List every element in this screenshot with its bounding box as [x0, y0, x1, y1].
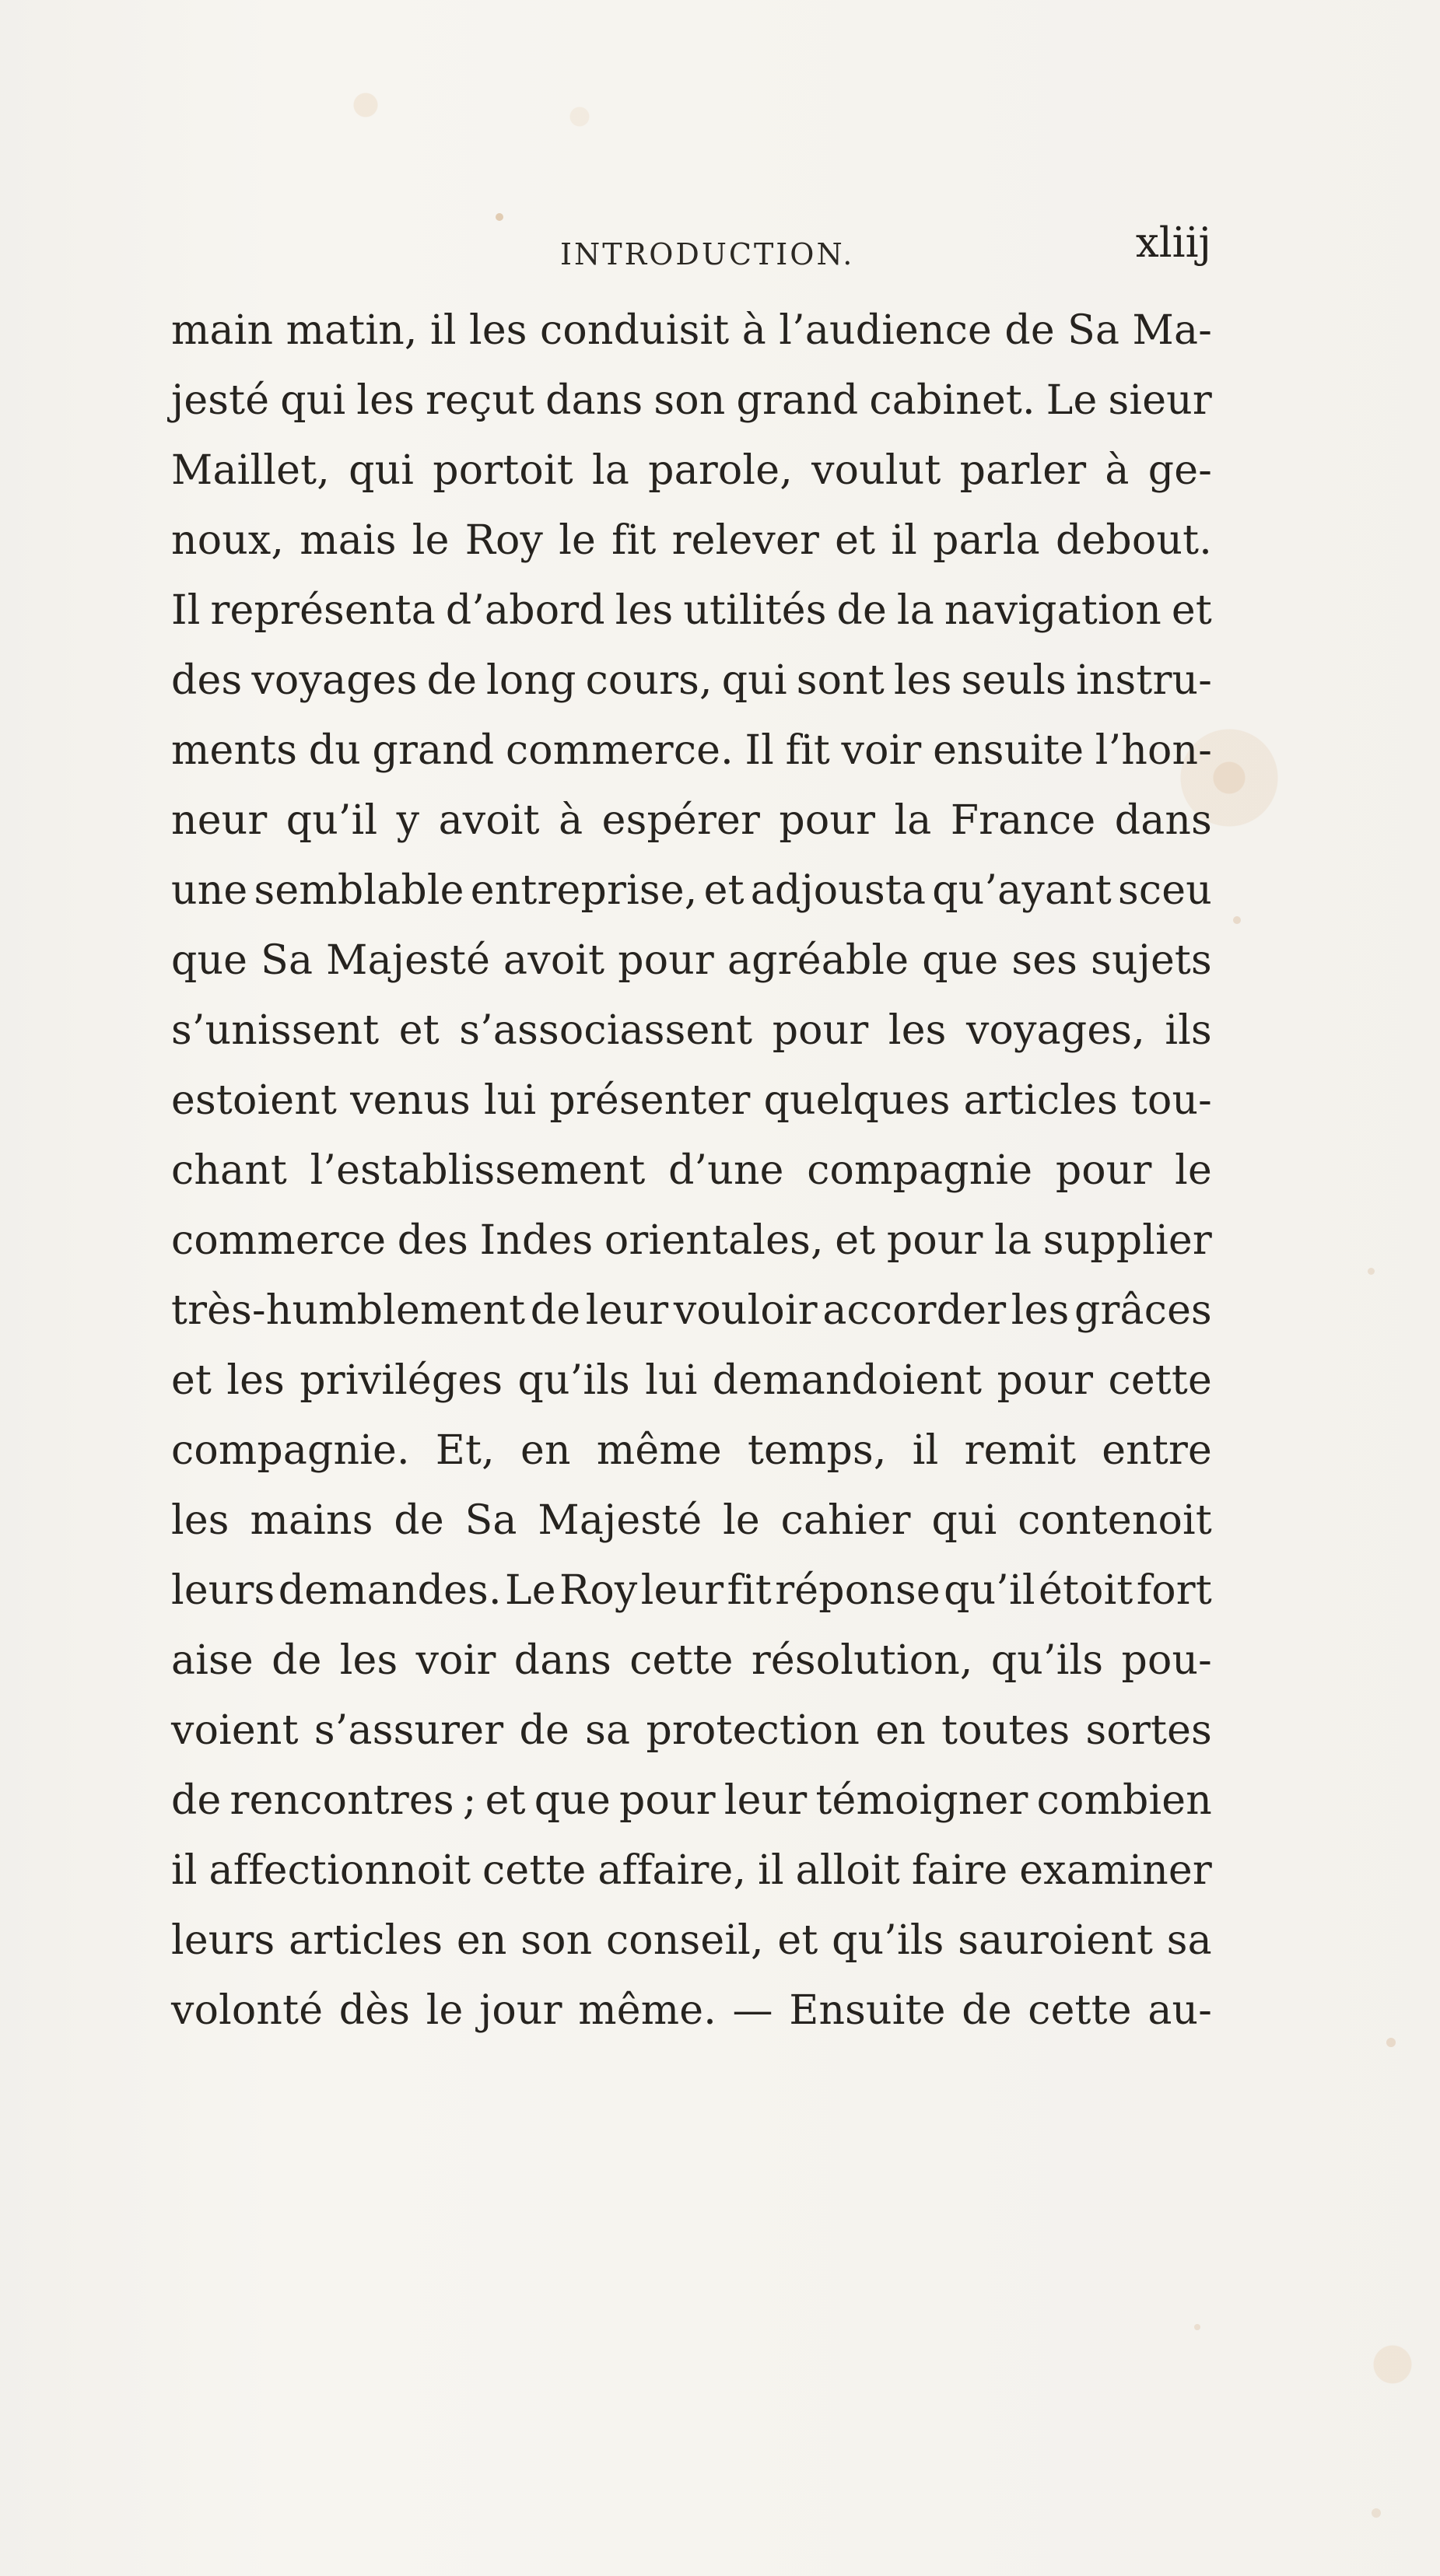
word: de: [272, 1637, 322, 1684]
word: fit: [727, 1567, 772, 1614]
word: ;: [462, 1777, 477, 1824]
word: articles: [963, 1077, 1118, 1124]
word: pour: [997, 1357, 1094, 1404]
word: dès: [338, 1987, 411, 2034]
word: de: [519, 1707, 569, 1754]
word: ils: [1165, 1007, 1212, 1054]
word: ses: [1011, 937, 1078, 984]
word: voir: [841, 727, 922, 774]
word: il: [429, 307, 457, 354]
text-line: [171, 1836, 1212, 1906]
word: pour: [779, 797, 876, 844]
word: demandoient: [712, 1357, 983, 1404]
word: pour: [618, 937, 714, 984]
word: combien: [1036, 1777, 1212, 1824]
word: tou-: [1130, 1077, 1212, 1124]
word: grand: [736, 377, 859, 424]
word: l’audience: [779, 307, 993, 354]
text-line: [171, 646, 1212, 716]
word: qui: [349, 447, 415, 494]
word: agréable: [727, 937, 909, 984]
word: Majesté: [326, 937, 491, 984]
word: espérer: [601, 797, 761, 844]
word: les: [226, 1357, 286, 1404]
word: à: [1105, 447, 1130, 494]
word: leur: [640, 1567, 724, 1614]
word: résolution,: [751, 1637, 973, 1684]
word: de: [171, 1777, 222, 1824]
text-line: [171, 1766, 1212, 1836]
word: de: [836, 587, 887, 634]
word: en: [875, 1707, 926, 1754]
word: conduisit: [540, 307, 730, 354]
word: rencontres: [229, 1777, 454, 1824]
word: cette: [629, 1637, 734, 1684]
word: reçut: [425, 377, 535, 424]
word: sortes: [1085, 1707, 1212, 1754]
text-line: [171, 436, 1212, 506]
word: de: [394, 1497, 444, 1544]
word: venus: [350, 1077, 471, 1124]
word: cours,: [585, 657, 713, 704]
word: son: [653, 377, 726, 424]
word: noux,: [171, 517, 285, 564]
word: Maillet,: [171, 447, 330, 494]
word: en: [520, 1427, 571, 1474]
word: qui: [721, 657, 787, 704]
word: du: [308, 727, 361, 774]
word: faire: [911, 1847, 1008, 1894]
text-line: [171, 926, 1212, 996]
word: contenoit: [1018, 1497, 1212, 1544]
word: voyages,: [965, 1007, 1145, 1054]
word: commerce: [171, 1217, 387, 1264]
text-line: [171, 1066, 1212, 1136]
word: des: [397, 1217, 469, 1264]
word: quelques: [763, 1077, 951, 1124]
word: que: [171, 937, 248, 984]
word: relever: [671, 517, 820, 564]
word: dans: [545, 377, 643, 424]
text-line: [171, 296, 1212, 366]
text-line: [171, 576, 1212, 646]
word: et: [398, 1007, 440, 1054]
word: toutes: [941, 1707, 1070, 1754]
word: parler: [959, 447, 1087, 494]
word: il: [171, 1847, 198, 1894]
word: et: [835, 1217, 876, 1264]
word: même.: [578, 1987, 716, 2034]
word: s’associassent: [459, 1007, 753, 1054]
word: chant: [171, 1147, 288, 1194]
word: dans: [513, 1637, 612, 1684]
word: présenter: [549, 1077, 751, 1124]
word: Ma-: [1132, 307, 1212, 354]
text-line: [171, 1486, 1212, 1556]
word: s’unissent: [171, 1007, 380, 1054]
word: les: [469, 307, 527, 354]
text-line: [171, 856, 1212, 926]
word: représenta: [210, 587, 436, 634]
word: réponse: [775, 1567, 941, 1614]
text-line: [171, 1206, 1212, 1276]
word: seuls: [961, 657, 1067, 704]
paper-speck: [1368, 1268, 1375, 1275]
word: sont: [796, 657, 885, 704]
word: le: [412, 517, 450, 564]
word: Roy: [464, 517, 544, 564]
word: lui: [483, 1077, 537, 1124]
word: fit: [785, 727, 830, 774]
word: les: [615, 587, 674, 634]
word: l’hon-: [1095, 727, 1212, 774]
word: et: [171, 1357, 212, 1404]
word: vouloir: [673, 1287, 818, 1334]
word: des: [171, 657, 243, 704]
word: neur: [171, 797, 268, 844]
word: le: [559, 517, 597, 564]
word: Roy: [559, 1567, 638, 1614]
word: leur: [724, 1777, 808, 1824]
word: priviléges: [300, 1357, 503, 1404]
word: qu’ayant: [932, 867, 1112, 914]
word: de: [426, 657, 478, 704]
word: les: [1011, 1287, 1070, 1334]
word: il: [758, 1847, 784, 1894]
word: cahier: [780, 1497, 911, 1544]
word: sa: [1166, 1917, 1212, 1964]
word: fit: [611, 517, 657, 564]
word: qu’il: [944, 1567, 1035, 1614]
word: utilités: [683, 587, 827, 634]
word: la: [894, 797, 932, 844]
word: qu’ils: [832, 1917, 944, 1964]
word: ge-: [1147, 447, 1212, 494]
word: temps,: [747, 1427, 887, 1474]
running-title: INTRODUCTION.: [560, 237, 855, 271]
word: remit: [964, 1427, 1077, 1474]
word: France: [950, 797, 1096, 844]
word: témoigner: [815, 1777, 1028, 1824]
word: le: [426, 1987, 464, 2034]
word: leurs: [171, 1917, 275, 1964]
word: d’une: [668, 1147, 784, 1194]
paper-speck: [1372, 2508, 1381, 2518]
word: portoit: [433, 447, 573, 494]
word: très-humblement: [171, 1287, 526, 1334]
word: fort: [1136, 1567, 1212, 1614]
word: Ensuite: [789, 1987, 946, 2034]
word: Majesté: [538, 1497, 702, 1544]
word: une: [171, 867, 248, 914]
word: cabinet.: [869, 377, 1035, 424]
word: avoit: [438, 797, 540, 844]
word: lui: [645, 1357, 698, 1404]
word: sauroient: [958, 1917, 1154, 1964]
text-line: [171, 1556, 1212, 1626]
word: qui: [931, 1497, 997, 1544]
word: aise: [171, 1637, 254, 1684]
word: jour: [479, 1987, 562, 2034]
text-line: [171, 1696, 1212, 1766]
word: protection: [646, 1707, 860, 1754]
word: à: [559, 797, 583, 844]
word: et: [485, 1777, 526, 1824]
word: les: [893, 657, 952, 704]
word: ments: [171, 727, 298, 774]
paper-speck: [1194, 2324, 1200, 2330]
word: d’abord: [445, 587, 605, 634]
word: pou-: [1121, 1637, 1212, 1684]
word: Et,: [435, 1427, 495, 1474]
paper-speck: [1386, 2038, 1396, 2047]
word: long: [486, 657, 576, 704]
word: voyages: [251, 657, 418, 704]
word: qu’ils: [517, 1357, 630, 1404]
word: adjousta: [750, 867, 927, 914]
word: entre: [1102, 1427, 1212, 1474]
word: affectionnoit: [208, 1847, 471, 1894]
word: leurs: [171, 1567, 275, 1614]
text-line: [171, 1976, 1212, 2046]
word: —: [732, 1987, 773, 2034]
word: et: [835, 517, 876, 564]
text-line: [171, 1346, 1212, 1416]
word: affaire,: [597, 1847, 747, 1894]
word: de: [1004, 307, 1055, 354]
word: en: [456, 1917, 507, 1964]
body-text: [171, 296, 1212, 2046]
word: compagnie: [807, 1147, 1033, 1194]
word: compagnie.: [171, 1427, 410, 1474]
word: grand: [372, 727, 495, 774]
word: cette: [1028, 1987, 1132, 2034]
text-line: [171, 716, 1212, 786]
word: sceu: [1118, 867, 1212, 914]
word: la: [896, 587, 934, 634]
word: sujets: [1091, 937, 1212, 984]
word: s’assurer: [314, 1707, 504, 1754]
word: ensuite: [933, 727, 1084, 774]
word: accorder: [822, 1287, 1007, 1334]
word: que: [922, 937, 999, 984]
word: il: [912, 1427, 939, 1474]
word: mais: [300, 517, 397, 564]
word: pour: [772, 1007, 869, 1054]
text-line: [171, 506, 1212, 576]
word: cette: [1108, 1357, 1212, 1404]
word: cette: [482, 1847, 587, 1894]
word: Sa: [1067, 307, 1120, 354]
word: matin,: [286, 307, 418, 354]
word: estoient: [171, 1077, 338, 1124]
word: qu’ils: [990, 1637, 1104, 1684]
word: orientales,: [604, 1217, 824, 1264]
word: pour: [619, 1777, 716, 1824]
word: et: [703, 867, 745, 914]
text-line: [171, 366, 1212, 436]
word: mains: [250, 1497, 373, 1544]
word: y: [396, 797, 420, 844]
word: même: [596, 1427, 722, 1474]
word: son: [520, 1917, 593, 1964]
word: commerce.: [505, 727, 734, 774]
word: parole,: [648, 447, 793, 494]
word: supplier: [1042, 1217, 1212, 1264]
word: et: [1171, 587, 1212, 634]
word: les: [339, 1637, 398, 1684]
text-line: [171, 1906, 1212, 1976]
word: le: [723, 1497, 760, 1544]
word: la: [994, 1217, 1032, 1264]
word: Le: [1046, 377, 1098, 424]
word: examiner: [1019, 1847, 1212, 1894]
word: de: [530, 1287, 581, 1334]
word: entreprise,: [470, 867, 698, 914]
word: Sa: [464, 1497, 517, 1544]
word: il: [891, 517, 917, 564]
text-line: [171, 1626, 1212, 1696]
word: que: [534, 1777, 611, 1824]
word: Indes: [479, 1217, 594, 1264]
paper-speck: [1233, 916, 1241, 924]
word: les: [356, 377, 415, 424]
page-number: xliij: [1135, 219, 1211, 267]
word: parla: [933, 517, 1040, 564]
word: pour: [1055, 1147, 1152, 1194]
word: leur: [585, 1287, 669, 1334]
word: conseil,: [605, 1917, 764, 1964]
word: dans: [1114, 797, 1212, 844]
text-line: [171, 1416, 1212, 1486]
word: pour: [886, 1217, 983, 1264]
word: à: [741, 307, 766, 354]
word: le: [1175, 1147, 1212, 1194]
word: et: [777, 1917, 818, 1964]
word: au-: [1147, 1987, 1212, 2034]
word: de: [962, 1987, 1012, 2034]
word: jesté: [171, 377, 270, 424]
text-line: [171, 1276, 1212, 1346]
word: la: [591, 447, 630, 494]
word: grâces: [1074, 1287, 1212, 1334]
text-line: [171, 996, 1212, 1066]
word: Le: [504, 1567, 556, 1614]
word: instru-: [1075, 657, 1212, 704]
word: qui: [280, 377, 346, 424]
page-header: [0, 0, 1440, 280]
text-line: [171, 786, 1212, 856]
word: alloit: [795, 1847, 900, 1894]
text-line: [171, 1136, 1212, 1206]
word: volonté: [171, 1987, 324, 2034]
word: articles: [289, 1917, 443, 1964]
word: navigation: [944, 587, 1161, 634]
word: Il: [745, 727, 775, 774]
word: étoit: [1039, 1567, 1133, 1614]
word: Sa: [261, 937, 314, 984]
word: les: [888, 1007, 947, 1054]
word: voulut: [811, 447, 941, 494]
word: Il: [171, 587, 201, 634]
word: semblable: [254, 867, 464, 914]
word: les: [171, 1497, 229, 1544]
word: main: [171, 307, 274, 354]
word: sieur: [1108, 377, 1212, 424]
word: sa: [585, 1707, 631, 1754]
word: voir: [415, 1637, 496, 1684]
word: debout.: [1055, 517, 1212, 564]
word: qu’il: [286, 797, 378, 844]
word: voient: [171, 1707, 299, 1754]
word: demandes.: [278, 1567, 502, 1614]
word: l’establissement: [310, 1147, 646, 1194]
word: avoit: [503, 937, 605, 984]
